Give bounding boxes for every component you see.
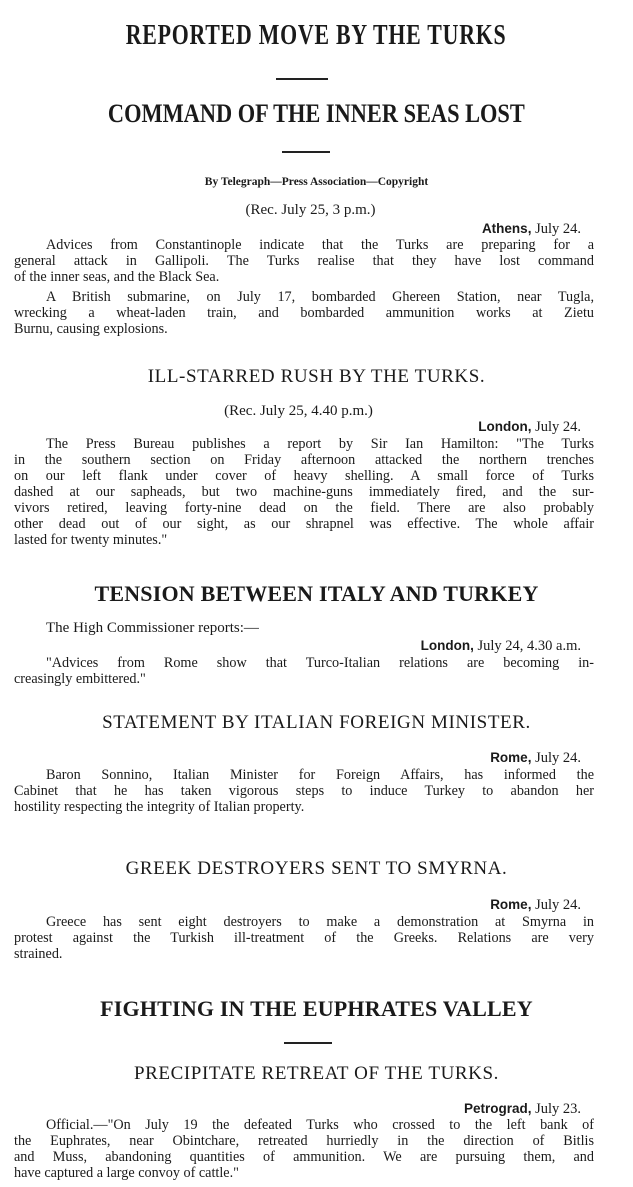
body-line: protest against the Turkish ill-treatment of the Greeks. Relations are very (14, 930, 594, 946)
body-line: on our left flank under cover of heavy shelling. A small force of Turks (14, 468, 594, 484)
headline-wrap (0, 20, 633, 52)
body-line: other dead out of our sight, as our shrapnel was effective. The whole affair (14, 516, 594, 532)
dateline-place: Rome, (490, 750, 532, 765)
section-subheading: PRECIPITATE RETREAT OF THE TURKS. (133, 1063, 500, 1084)
dateline (421, 638, 581, 655)
body-line: "Advices from Rome show that Turco-Italian relations are becoming in- (46, 655, 594, 671)
dateline-place: London, (420, 638, 474, 653)
body-line: Burnu, causing explosions. (14, 321, 168, 337)
received-time: (Rec. July 25, 3 p.m.) (245, 202, 376, 218)
body-line: Cabinet that he has taken vigorous steps to induce Turkey to abandon her (14, 783, 594, 799)
body-line: dashed at our sapheads, but two machine-guns immediately fired, and the sur- (14, 484, 594, 500)
divider (276, 78, 328, 80)
dateline-place: Rome, (490, 897, 532, 912)
body-line: Baron Sonnino, Italian Minister for Foreign Affairs, has informed the (46, 767, 594, 783)
subheadline: COMMAND OF THE INNER SEAS LOST (108, 99, 525, 128)
body-line: general attack in Gallipoli. The Turks realise that they have lost command (14, 253, 594, 269)
dateline (464, 1101, 581, 1118)
dateline (478, 419, 581, 436)
divider (282, 151, 330, 153)
body-line: have captured a large convoy of cattle." (14, 1165, 239, 1181)
dateline-place: London, (478, 419, 532, 434)
body-line: wrecking a wheat-laden train, and bombarded ammunition works at Zietu (14, 305, 594, 321)
intro-line: The High Commissioner reports:— (46, 620, 259, 636)
section-heading: STATEMENT BY ITALIAN FOREIGN MINISTER. (102, 712, 531, 733)
body-line: The Press Bureau publishes a report by Sir Ian Hamilton: "The Turks (46, 436, 594, 452)
body-line: creasingly embittered." (14, 671, 146, 687)
dateline (490, 750, 581, 767)
headline: REPORTED MOVE BY THE TURKS (126, 20, 507, 51)
body-line: hostility respecting the integrity of Italian property. (14, 799, 305, 815)
body-line: strained. (14, 946, 63, 962)
body-line: of the inner seas, and the Black Sea. (14, 269, 220, 285)
dateline (490, 897, 581, 914)
divider (284, 1042, 332, 1044)
body-line: Advices from Constantinople indicate that the Turks are preparing for a (46, 237, 594, 253)
section-heading: FIGHTING IN THE EUPHRATES VALLEY (100, 996, 533, 1021)
body-line: in the southern section on Friday afternoon attacked the northern trenches (14, 452, 594, 468)
section-heading: GREEK DESTROYERS SENT TO SMYRNA. (125, 858, 508, 879)
dateline-date: July 24, 4.30 a.m. (477, 638, 581, 654)
received-time: (Rec. July 25, 4.40 p.m.) (224, 403, 373, 419)
dateline (482, 221, 581, 238)
dateline-date: July 24. (535, 221, 581, 237)
section-heading: TENSION BETWEEN ITALY AND TURKEY (94, 581, 539, 606)
body-line: vivors retired, leaving forty-nine dead on the field. There are also probably (14, 500, 594, 516)
dateline-date: July 24. (535, 897, 581, 913)
dateline-date: July 24. (535, 419, 581, 435)
dateline-place: Petrograd, (463, 1101, 532, 1116)
body-line: the Euphrates, near Obintchare, retreated hurriedly in the direction of Bitlis (14, 1133, 594, 1149)
body-line: Official.—"On July 19 the defeated Turks who crossed to the left bank of (46, 1117, 594, 1133)
body-line: and Muss, abandoning quantities of ammunition. We are pursuing them, and (14, 1149, 594, 1165)
dateline-date: July 23. (535, 1101, 581, 1117)
body-line: A British submarine, on July 17, bombarded Ghereen Station, near Tugla, (46, 289, 594, 305)
subheadline-wrap (0, 99, 633, 129)
dateline-date: July 24. (535, 750, 581, 766)
credit-line: By Telegraph—Press Association—Copyright (204, 176, 429, 188)
body-line: Greece has sent eight destroyers to make a demonstration at Smyrna in (46, 914, 594, 930)
section-heading: ILL-STARRED RUSH BY THE TURKS. (147, 366, 486, 387)
dateline-place: Athens, (481, 221, 532, 236)
body-line: lasted for twenty minutes." (14, 532, 168, 548)
